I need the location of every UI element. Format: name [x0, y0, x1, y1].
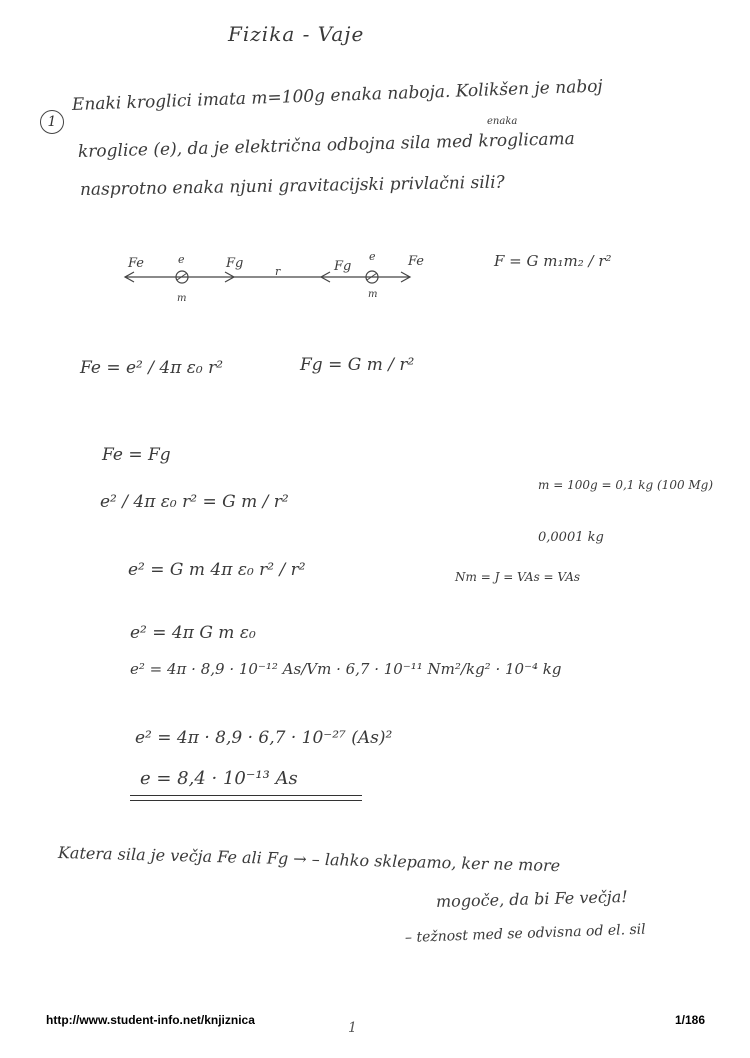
- gravitation-formula: F = G m₁m₂ / r²: [494, 252, 612, 270]
- mass-note: m = 100g = 0,1 kg (100 Mg): [538, 478, 714, 492]
- conclusion-line-2: mogoče, da bi Fe večja!: [435, 886, 628, 911]
- diagram-e-right: e: [369, 250, 376, 263]
- diagram-fe-right: Fe: [408, 254, 425, 269]
- page-title: Fizika - Vaje: [228, 22, 365, 46]
- result-underline-2: [130, 800, 362, 801]
- equation-step-2: e² = G m 4π ε₀ r² / r²: [128, 560, 306, 580]
- units-note: Nm = J = VAs = VAs: [455, 570, 581, 584]
- conclusion-line-1: Katera sila je večja Fe ali Fg → – lahko sklepamo, ker ne more: [57, 843, 561, 876]
- diagram-fg-left: Fg: [226, 256, 244, 271]
- problem-number: 1: [40, 110, 64, 134]
- page-mark: 1: [348, 1020, 357, 1036]
- result-equation: e = 8,4 · 10⁻¹³ As: [140, 768, 298, 789]
- diagram-fg-right: Fg: [334, 259, 352, 274]
- diagram-e-left: e: [178, 253, 185, 266]
- question-line-2: kroglice (e), da je električna odbojna sila med kroglicama: [77, 128, 575, 162]
- question-line-1: Enaki kroglici imata m=100g enaka naboja. Kolikšen je naboj: [71, 76, 604, 115]
- conclusion-line-3: – težnost med se odvisna od el. sil: [404, 921, 646, 946]
- question-line-3: nasprotno enaka njuni gravitacijski privlačni sili?: [79, 172, 505, 200]
- diagram-mass-left: m: [177, 293, 187, 304]
- page-count: 1/186: [675, 1013, 706, 1027]
- equation-step-3: e² = 4π G m ε₀: [130, 623, 256, 643]
- equation-step-5: e² = 4π · 8,9 · 6,7 · 10⁻²⁷ (As)²: [135, 728, 393, 748]
- result-underline: [130, 795, 362, 796]
- diagram-distance: r: [275, 265, 281, 278]
- fe-definition: Fe = e² / 4π ε₀ r²: [80, 358, 224, 378]
- diagram-fe-left: Fe: [128, 256, 145, 271]
- question-insert: enaka: [487, 116, 518, 127]
- diagram-mass-right: m: [368, 289, 378, 300]
- fg-definition: Fg = G m / r²: [300, 355, 415, 375]
- equation-step-4: e² = 4π · 8,9 · 10⁻¹² As/Vm · 6,7 · 10⁻¹¹ Nm²/kg² · 10⁻⁴ kg: [130, 660, 562, 678]
- equation-step-1: e² / 4π ε₀ r² = G m / r²: [100, 492, 289, 512]
- equal-forces: Fe = Fg: [102, 445, 171, 465]
- footer-url[interactable]: http://www.student-info.net/knjiznica: [46, 1013, 255, 1027]
- mass-note-2: 0,0001 kg: [538, 530, 604, 545]
